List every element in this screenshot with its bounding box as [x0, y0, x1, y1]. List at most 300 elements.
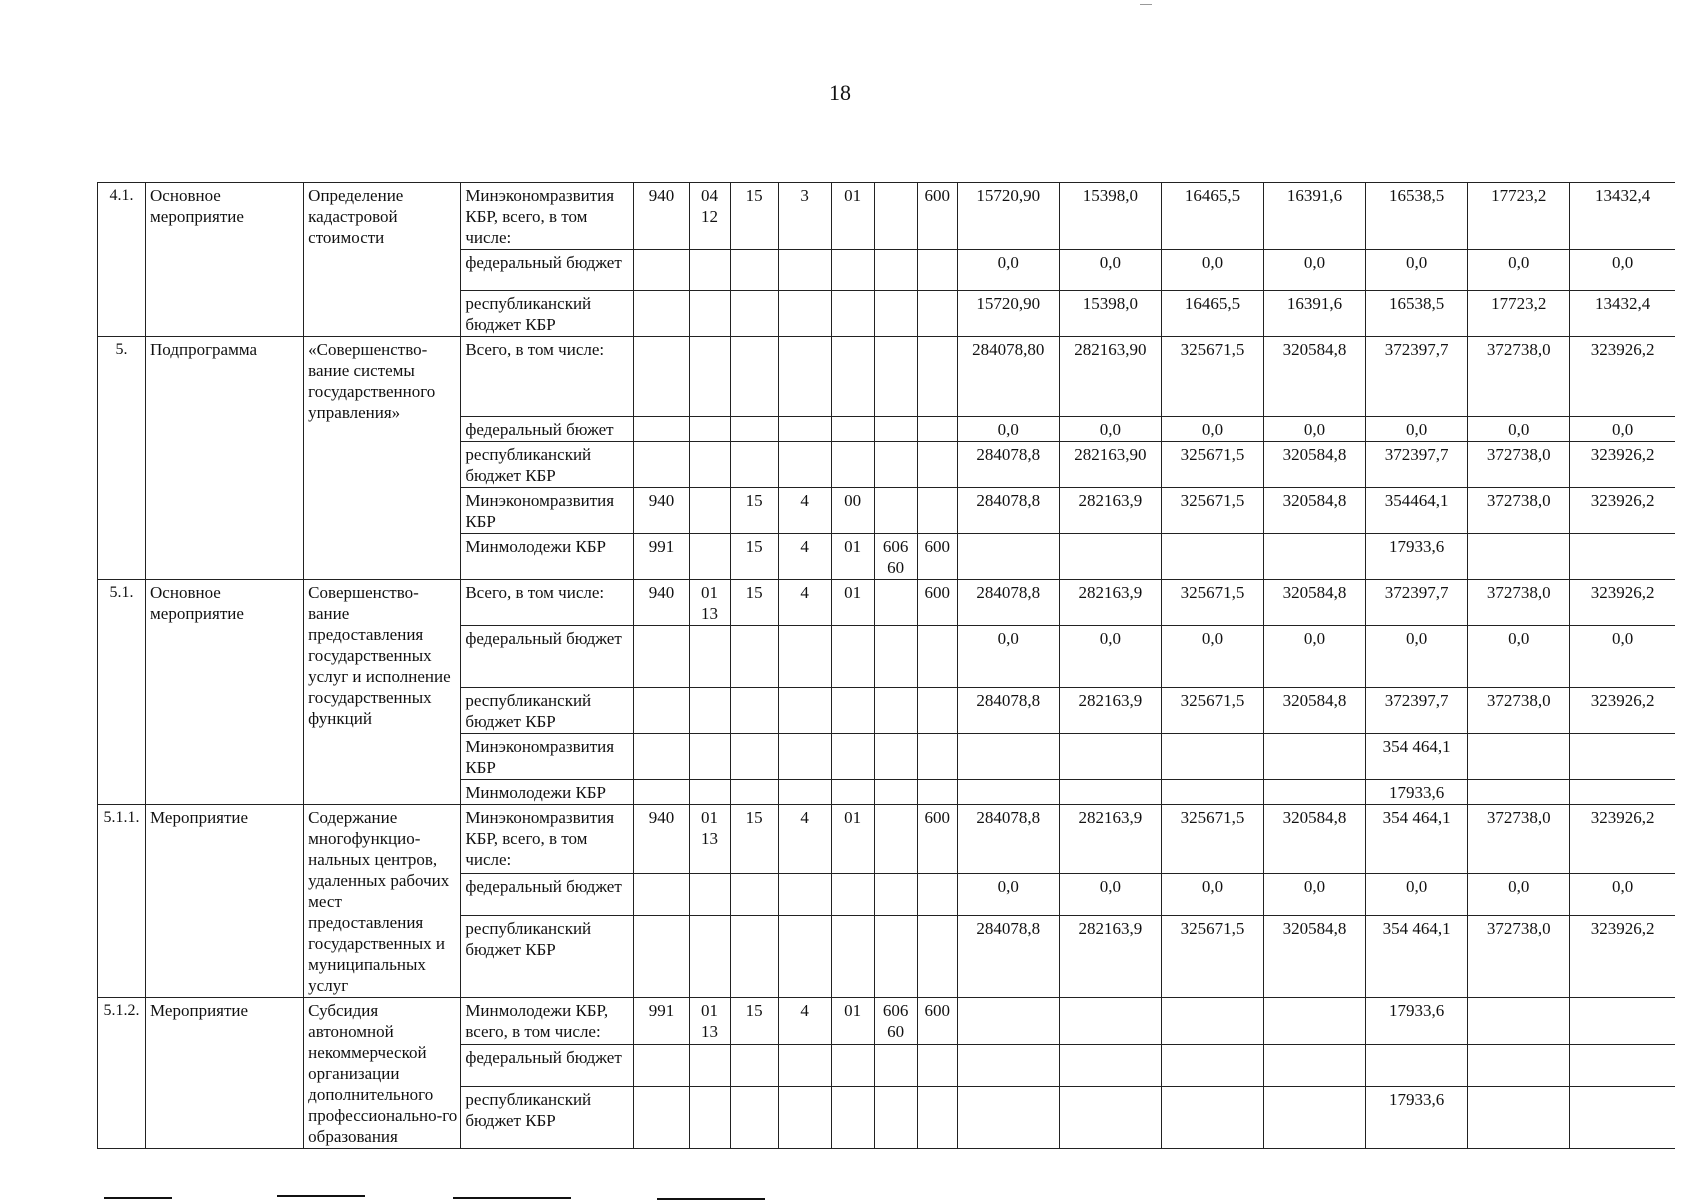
code-rzpr-cell: [689, 626, 730, 688]
code-pgp-cell: [778, 780, 831, 805]
amount-cell-2: [1059, 780, 1161, 805]
funding-source-cell: Минэкономразвития КБР, всего, в том числе:: [461, 805, 634, 874]
item-number-cell: 5.1.2.: [98, 998, 146, 1149]
amount-cell-7: 323926,2: [1570, 915, 1675, 997]
code-om-cell: [831, 780, 874, 805]
code-gp-cell: 15: [730, 488, 778, 534]
code-gp-cell: [730, 337, 778, 417]
funding-source-cell: федеральный бюджет: [461, 1045, 634, 1087]
amount-cell-4: 320584,8: [1264, 488, 1366, 534]
code-gp-cell: [730, 873, 778, 915]
amount-cell-6: 372738,0: [1468, 805, 1570, 874]
funding-source-cell: республиканский бюджет КБР: [461, 688, 634, 734]
amount-cell-7: 0,0: [1570, 250, 1675, 291]
code-om-cell: [831, 250, 874, 291]
amount-cell-5: 354 464,1: [1366, 805, 1468, 874]
amount-cell-3: [1161, 534, 1263, 580]
code-grbs-cell: [634, 688, 689, 734]
code-nr-cell: [874, 780, 917, 805]
code-om-cell: [831, 734, 874, 780]
code-gp-cell: [730, 1087, 778, 1149]
code-rzpr-cell: [689, 1045, 730, 1087]
funding-source-cell: республиканский бюджет КБР: [461, 291, 634, 337]
item-name-cell: Определение кадастровой стоимости: [304, 183, 461, 337]
amount-cell-2: 0,0: [1059, 626, 1161, 688]
code-pgp-cell: [778, 688, 831, 734]
amount-cell-1: 284078,8: [957, 688, 1059, 734]
item-number-cell: 5.: [98, 337, 146, 580]
code-gp-cell: 15: [730, 580, 778, 626]
code-pgp-cell: 4: [778, 998, 831, 1045]
code-rzpr-cell: [689, 688, 730, 734]
amount-cell-6: 372738,0: [1468, 337, 1570, 417]
amount-cell-4: [1264, 734, 1366, 780]
amount-cell-4: [1264, 1045, 1366, 1087]
code-om-cell: 00: [831, 488, 874, 534]
amount-cell-1: [957, 534, 1059, 580]
amount-cell-3: 325671,5: [1161, 805, 1263, 874]
amount-cell-4: [1264, 998, 1366, 1045]
code-grbs-cell: [634, 1087, 689, 1149]
page-number: 18: [829, 80, 851, 105]
code-om-cell: [831, 873, 874, 915]
code-grbs-cell: 940: [634, 488, 689, 534]
amount-cell-5: 372397,7: [1366, 580, 1468, 626]
amount-cell-7: [1570, 998, 1675, 1045]
amount-cell-7: 323926,2: [1570, 805, 1675, 874]
item-kind-cell: Основное мероприятие: [146, 183, 304, 337]
amount-cell-7: [1570, 1087, 1675, 1149]
amount-cell-3: 325671,5: [1161, 580, 1263, 626]
amount-cell-2: [1059, 998, 1161, 1045]
code-gp-cell: 15: [730, 805, 778, 874]
amount-cell-4: [1264, 780, 1366, 805]
item-name-cell: Субсидия автономной некоммерческой организации дополнительного профессионально-го образования: [304, 998, 461, 1149]
item-name-cell: Совершенство-вание предоставления государственных услуг и исполнение государственных функций: [304, 580, 461, 805]
amount-cell-5: 0,0: [1366, 417, 1468, 442]
code-rzpr-cell: [689, 915, 730, 997]
amount-cell-1: 284078,8: [957, 442, 1059, 488]
amount-cell-6: 372738,0: [1468, 488, 1570, 534]
amount-cell-6: 372738,0: [1468, 915, 1570, 997]
item-number-cell: 5.1.: [98, 580, 146, 805]
amount-cell-1: [957, 734, 1059, 780]
amount-cell-4: 320584,8: [1264, 580, 1366, 626]
amount-cell-1: [957, 780, 1059, 805]
amount-cell-4: 320584,8: [1264, 337, 1366, 417]
code-vr-cell: [917, 442, 957, 488]
code-grbs-cell: [634, 291, 689, 337]
signature-line-1: [104, 1197, 172, 1199]
amount-cell-1: 284078,8: [957, 915, 1059, 997]
code-grbs-cell: [634, 734, 689, 780]
code-om-cell: 01: [831, 534, 874, 580]
amount-cell-4: 16391,6: [1264, 183, 1366, 250]
amount-cell-2: [1059, 1045, 1161, 1087]
code-nr-cell: [874, 442, 917, 488]
amount-cell-5: 372397,7: [1366, 688, 1468, 734]
amount-cell-5: 354464,1: [1366, 488, 1468, 534]
item-name-cell: «Совершенство-вание системы государственного управления»: [304, 337, 461, 580]
amount-cell-2: [1059, 734, 1161, 780]
amount-cell-1: [957, 1087, 1059, 1149]
code-nr-cell: 606 60: [874, 534, 917, 580]
amount-cell-6: 17723,2: [1468, 291, 1570, 337]
table-row: [98, 337, 1676, 417]
amount-cell-3: 325671,5: [1161, 337, 1263, 417]
amount-cell-2: 282163,9: [1059, 915, 1161, 997]
code-nr-cell: [874, 873, 917, 915]
amount-cell-3: [1161, 998, 1263, 1045]
code-pgp-cell: [778, 915, 831, 997]
amount-cell-2: 282163,9: [1059, 805, 1161, 874]
code-grbs-cell: 940: [634, 805, 689, 874]
code-rzpr-cell: [689, 488, 730, 534]
funding-source-cell: Минэкономразвития КБР: [461, 734, 634, 780]
code-rzpr-cell: [689, 337, 730, 417]
amount-cell-5: 17933,6: [1366, 998, 1468, 1045]
funding-source-cell: Минмолодежи КБР: [461, 780, 634, 805]
budget-table: [97, 182, 1675, 1149]
code-vr-cell: [917, 626, 957, 688]
code-om-cell: [831, 337, 874, 417]
code-rzpr-cell: [689, 534, 730, 580]
amount-cell-3: 325671,5: [1161, 915, 1263, 997]
amount-cell-5: 372397,7: [1366, 442, 1468, 488]
signature-line-3: [453, 1197, 571, 1199]
amount-cell-4: 0,0: [1264, 873, 1366, 915]
funding-source-cell: Минмолодежи КБР, всего, в том числе:: [461, 998, 634, 1045]
code-gp-cell: [730, 442, 778, 488]
code-om-cell: 01: [831, 183, 874, 250]
amount-cell-6: [1468, 1087, 1570, 1149]
table-body: [98, 183, 1676, 1149]
code-nr-cell: [874, 805, 917, 874]
code-pgp-cell: [778, 442, 831, 488]
amount-cell-2: 15398,0: [1059, 291, 1161, 337]
code-rzpr-cell: 01 13: [689, 998, 730, 1045]
code-vr-cell: [917, 291, 957, 337]
code-pgp-cell: [778, 734, 831, 780]
amount-cell-1: 284078,8: [957, 580, 1059, 626]
code-gp-cell: [730, 734, 778, 780]
code-vr-cell: [917, 337, 957, 417]
amount-cell-5: 16538,5: [1366, 291, 1468, 337]
code-gp-cell: [730, 626, 778, 688]
code-gp-cell: [730, 291, 778, 337]
code-grbs-cell: [634, 1045, 689, 1087]
amount-cell-2: 282163,9: [1059, 488, 1161, 534]
code-grbs-cell: 991: [634, 998, 689, 1045]
item-number-cell: 4.1.: [98, 183, 146, 337]
amount-cell-5: 16538,5: [1366, 183, 1468, 250]
code-nr-cell: [874, 688, 917, 734]
code-rzpr-cell: [689, 250, 730, 291]
table-row: [98, 183, 1676, 250]
code-rzpr-cell: [689, 873, 730, 915]
code-grbs-cell: [634, 250, 689, 291]
code-grbs-cell: 940: [634, 580, 689, 626]
code-om-cell: [831, 688, 874, 734]
funding-source-cell: федеральный бюджет: [461, 626, 634, 688]
code-vr-cell: 600: [917, 805, 957, 874]
amount-cell-7: 323926,2: [1570, 688, 1675, 734]
amount-cell-6: 0,0: [1468, 873, 1570, 915]
amount-cell-4: 320584,8: [1264, 915, 1366, 997]
item-number-cell: 5.1.1.: [98, 805, 146, 998]
amount-cell-6: 0,0: [1468, 626, 1570, 688]
code-om-cell: [831, 442, 874, 488]
item-kind-cell: Подпрограмма: [146, 337, 304, 580]
code-vr-cell: [917, 488, 957, 534]
code-pgp-cell: 3: [778, 183, 831, 250]
code-vr-cell: [917, 1087, 957, 1149]
amount-cell-3: 16465,5: [1161, 183, 1263, 250]
code-om-cell: [831, 417, 874, 442]
item-name-cell: Содержание многофункцио-нальных центров, удаленных рабочих мест предоставления государственных и муниципальных услуг: [304, 805, 461, 998]
table-row: [98, 580, 1676, 626]
funding-source-cell: республиканский бюджет КБР: [461, 915, 634, 997]
amount-cell-5: 17933,6: [1366, 534, 1468, 580]
amount-cell-3: 0,0: [1161, 626, 1263, 688]
code-vr-cell: [917, 915, 957, 997]
amount-cell-2: [1059, 1087, 1161, 1149]
amount-cell-3: 0,0: [1161, 417, 1263, 442]
funding-source-cell: федеральный бюжет: [461, 417, 634, 442]
code-rzpr-cell: [689, 734, 730, 780]
amount-cell-7: [1570, 534, 1675, 580]
amount-cell-6: [1468, 998, 1570, 1045]
code-nr-cell: [874, 580, 917, 626]
amount-cell-2: 15398,0: [1059, 183, 1161, 250]
funding-source-cell: республиканский бюджет КБР: [461, 1087, 634, 1149]
amount-cell-6: 17723,2: [1468, 183, 1570, 250]
amount-cell-4: 0,0: [1264, 626, 1366, 688]
code-grbs-cell: [634, 626, 689, 688]
amount-cell-7: 323926,2: [1570, 337, 1675, 417]
funding-source-cell: Минмолодежи КБР: [461, 534, 634, 580]
code-om-cell: [831, 1045, 874, 1087]
code-nr-cell: [874, 183, 917, 250]
code-grbs-cell: [634, 873, 689, 915]
code-om-cell: [831, 915, 874, 997]
amount-cell-5: 354 464,1: [1366, 915, 1468, 997]
amount-cell-7: 323926,2: [1570, 442, 1675, 488]
code-gp-cell: [730, 780, 778, 805]
code-grbs-cell: [634, 442, 689, 488]
amount-cell-3: [1161, 734, 1263, 780]
amount-cell-5: 17933,6: [1366, 780, 1468, 805]
amount-cell-7: [1570, 734, 1675, 780]
amount-cell-3: 325671,5: [1161, 688, 1263, 734]
code-nr-cell: [874, 1045, 917, 1087]
amount-cell-5: 0,0: [1366, 626, 1468, 688]
amount-cell-1: 284078,80: [957, 337, 1059, 417]
amount-cell-1: 15720,90: [957, 183, 1059, 250]
code-vr-cell: [917, 1045, 957, 1087]
code-nr-cell: [874, 337, 917, 417]
amount-cell-6: [1468, 734, 1570, 780]
amount-cell-4: 320584,8: [1264, 688, 1366, 734]
amount-cell-6: 372738,0: [1468, 688, 1570, 734]
amount-cell-1: [957, 1045, 1059, 1087]
amount-cell-5: 17933,6: [1366, 1087, 1468, 1149]
amount-cell-1: 0,0: [957, 250, 1059, 291]
amount-cell-4: 0,0: [1264, 417, 1366, 442]
code-gp-cell: [730, 915, 778, 997]
amount-cell-7: 13432,4: [1570, 291, 1675, 337]
amount-cell-7: 0,0: [1570, 417, 1675, 442]
code-grbs-cell: [634, 780, 689, 805]
code-gp-cell: 15: [730, 534, 778, 580]
code-nr-cell: [874, 417, 917, 442]
amount-cell-7: 323926,2: [1570, 580, 1675, 626]
code-pgp-cell: [778, 873, 831, 915]
code-vr-cell: 600: [917, 534, 957, 580]
amount-cell-5: 372397,7: [1366, 337, 1468, 417]
code-pgp-cell: 4: [778, 488, 831, 534]
amount-cell-2: 282163,9: [1059, 580, 1161, 626]
code-grbs-cell: [634, 417, 689, 442]
scan-mark: [1140, 4, 1152, 5]
funding-source-cell: федеральный бюджет: [461, 873, 634, 915]
funding-source-cell: Минэкономразвития КБР, всего, в том числе:: [461, 183, 634, 250]
amount-cell-7: 13432,4: [1570, 183, 1675, 250]
code-rzpr-cell: [689, 1087, 730, 1149]
amount-cell-6: 372738,0: [1468, 442, 1570, 488]
code-om-cell: 01: [831, 805, 874, 874]
amount-cell-7: [1570, 780, 1675, 805]
code-vr-cell: 600: [917, 998, 957, 1045]
code-pgp-cell: 4: [778, 580, 831, 626]
code-pgp-cell: [778, 291, 831, 337]
funding-source-cell: Минэкономразвития КБР: [461, 488, 634, 534]
code-pgp-cell: [778, 417, 831, 442]
code-rzpr-cell: 04 12: [689, 183, 730, 250]
code-pgp-cell: 4: [778, 534, 831, 580]
code-vr-cell: [917, 250, 957, 291]
amount-cell-6: [1468, 534, 1570, 580]
amount-cell-3: 325671,5: [1161, 442, 1263, 488]
amount-cell-3: 0,0: [1161, 873, 1263, 915]
amount-cell-6: 0,0: [1468, 250, 1570, 291]
amount-cell-4: [1264, 1087, 1366, 1149]
code-vr-cell: [917, 688, 957, 734]
amount-cell-2: 0,0: [1059, 417, 1161, 442]
amount-cell-5: [1366, 1045, 1468, 1087]
signature-line-2: [277, 1195, 365, 1197]
amount-cell-7: 323926,2: [1570, 488, 1675, 534]
amount-cell-5: 354 464,1: [1366, 734, 1468, 780]
code-grbs-cell: [634, 337, 689, 417]
amount-cell-3: [1161, 1045, 1263, 1087]
amount-cell-4: 320584,8: [1264, 805, 1366, 874]
amount-cell-1: 0,0: [957, 873, 1059, 915]
amount-cell-6: 0,0: [1468, 417, 1570, 442]
code-om-cell: [831, 626, 874, 688]
amount-cell-2: 282163,90: [1059, 442, 1161, 488]
code-vr-cell: 600: [917, 580, 957, 626]
code-vr-cell: [917, 873, 957, 915]
amount-cell-5: 0,0: [1366, 250, 1468, 291]
table-row: [98, 805, 1676, 874]
item-kind-cell: Мероприятие: [146, 998, 304, 1149]
amount-cell-7: 0,0: [1570, 626, 1675, 688]
amount-cell-4: [1264, 534, 1366, 580]
funding-source-cell: Всего, в том числе:: [461, 337, 634, 417]
amount-cell-2: 0,0: [1059, 250, 1161, 291]
amount-cell-1: 0,0: [957, 626, 1059, 688]
code-gp-cell: [730, 250, 778, 291]
amount-cell-4: 16391,6: [1264, 291, 1366, 337]
amount-cell-2: 282163,90: [1059, 337, 1161, 417]
code-vr-cell: [917, 417, 957, 442]
amount-cell-4: 0,0: [1264, 250, 1366, 291]
amount-cell-5: 0,0: [1366, 873, 1468, 915]
amount-cell-4: 320584,8: [1264, 442, 1366, 488]
funding-source-cell: республиканский бюджет КБР: [461, 442, 634, 488]
code-nr-cell: 606 60: [874, 998, 917, 1045]
code-om-cell: 01: [831, 998, 874, 1045]
code-pgp-cell: [778, 337, 831, 417]
item-kind-cell: Основное мероприятие: [146, 580, 304, 805]
code-pgp-cell: [778, 626, 831, 688]
code-rzpr-cell: 01 13: [689, 805, 730, 874]
amount-cell-6: [1468, 780, 1570, 805]
amount-cell-3: 16465,5: [1161, 291, 1263, 337]
code-rzpr-cell: [689, 291, 730, 337]
funding-source-cell: Всего, в том числе:: [461, 580, 634, 626]
code-vr-cell: [917, 734, 957, 780]
amount-cell-1: 284078,8: [957, 488, 1059, 534]
code-rzpr-cell: [689, 780, 730, 805]
code-gp-cell: [730, 417, 778, 442]
code-nr-cell: [874, 250, 917, 291]
amount-cell-7: 0,0: [1570, 873, 1675, 915]
amount-cell-2: 282163,9: [1059, 688, 1161, 734]
code-vr-cell: [917, 780, 957, 805]
code-gp-cell: 15: [730, 998, 778, 1045]
amount-cell-1: [957, 998, 1059, 1045]
amount-cell-1: 15720,90: [957, 291, 1059, 337]
amount-cell-2: 0,0: [1059, 873, 1161, 915]
code-grbs-cell: 991: [634, 534, 689, 580]
amount-cell-6: [1468, 1045, 1570, 1087]
code-pgp-cell: [778, 1045, 831, 1087]
amount-cell-3: 325671,5: [1161, 488, 1263, 534]
amount-cell-1: 284078,8: [957, 805, 1059, 874]
code-pgp-cell: 4: [778, 805, 831, 874]
code-nr-cell: [874, 734, 917, 780]
amount-cell-7: [1570, 1045, 1675, 1087]
code-nr-cell: [874, 915, 917, 997]
amount-cell-6: 372738,0: [1468, 580, 1570, 626]
item-kind-cell: Мероприятие: [146, 805, 304, 998]
code-gp-cell: 15: [730, 183, 778, 250]
amount-cell-3: [1161, 780, 1263, 805]
amount-cell-1: 0,0: [957, 417, 1059, 442]
code-nr-cell: [874, 291, 917, 337]
code-nr-cell: [874, 1087, 917, 1149]
code-om-cell: [831, 291, 874, 337]
code-pgp-cell: [778, 1087, 831, 1149]
code-grbs-cell: 940: [634, 183, 689, 250]
code-rzpr-cell: 01 13: [689, 580, 730, 626]
code-rzpr-cell: [689, 442, 730, 488]
code-rzpr-cell: [689, 417, 730, 442]
funding-source-cell: федеральный бюджет: [461, 250, 634, 291]
amount-cell-3: [1161, 1087, 1263, 1149]
